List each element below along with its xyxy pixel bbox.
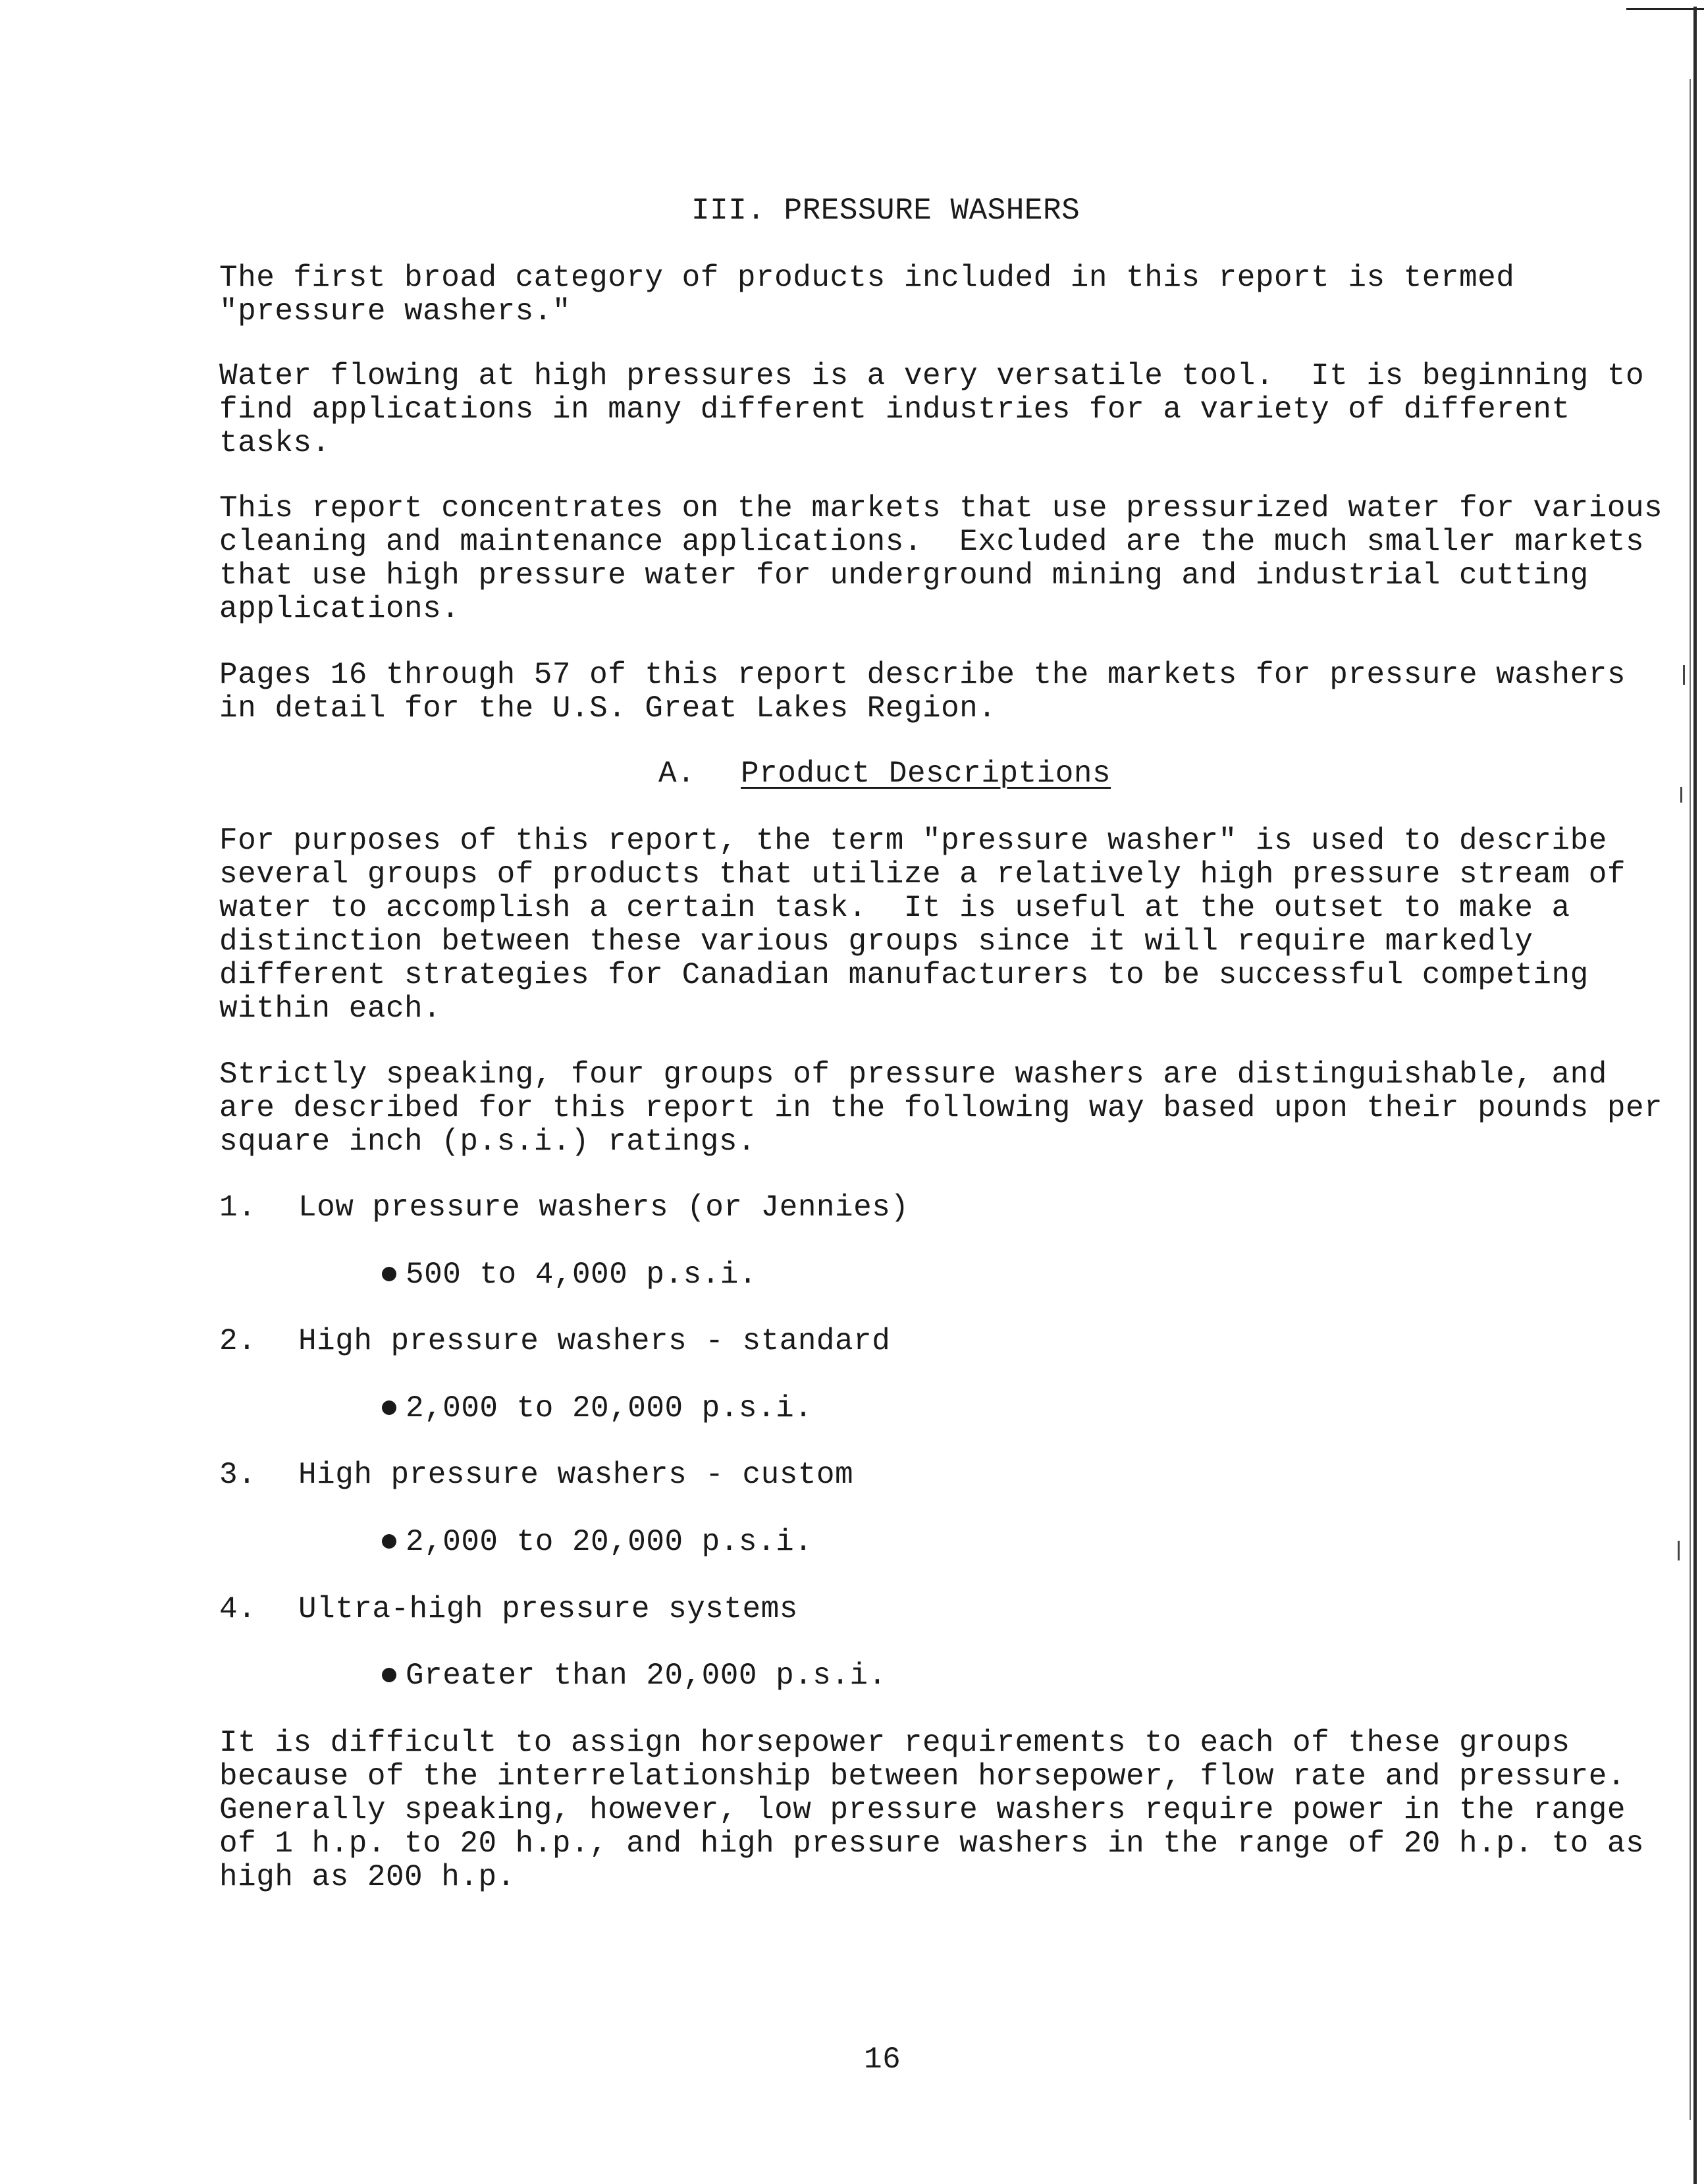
bullet-icon (382, 1534, 396, 1549)
bullet-icon (382, 1400, 396, 1415)
subsection-heading (658, 757, 1111, 791)
text-line: "pressure washers." (219, 294, 571, 329)
list-item (219, 1458, 853, 1492)
list-label: High pressure washers - standard (298, 1324, 891, 1358)
paragraph-purposes (219, 824, 1626, 1026)
paragraph-horsepower (219, 1726, 1644, 1894)
list-number: 2. (219, 1324, 257, 1358)
bullet-text: 2,000 to 20,000 p.s.i. (406, 1525, 813, 1559)
text-line: Strictly speaking, four groups of pressure washers are distinguishable, and (219, 1057, 1607, 1092)
bullet-item (382, 1659, 887, 1693)
scan-speck (1683, 665, 1685, 685)
text-line: square inch (p.s.i.) ratings. (219, 1125, 757, 1159)
page-number: 16 (864, 2042, 901, 2077)
scan-edge-right (1693, 7, 1697, 2184)
text-line: The first broad category of products included in this report is termed (219, 261, 1515, 295)
list-item (219, 1593, 798, 1626)
text-line: within each. (219, 992, 442, 1026)
section-heading: III. PRESSURE WASHERS (691, 194, 1080, 228)
text-line: applications. (219, 592, 460, 626)
list-number: 3. (219, 1458, 257, 1492)
text-line: This report concentrates on the markets that use pressurized water for various (219, 491, 1663, 525)
text-line: because of the interrelationship between horsepower, flow rate and pressure. (219, 1759, 1626, 1794)
list-label: High pressure washers - custom (298, 1458, 854, 1492)
list-item (219, 1325, 890, 1358)
list-label: Low pressure washers (or Jennies) (298, 1190, 909, 1225)
text-line: several groups of products that utilize a relatively high pressure stream of (219, 857, 1626, 892)
text-line: in detail for the U.S. Great Lakes Region. (219, 691, 997, 726)
subsection-title: Product Descriptions (741, 757, 1111, 791)
text-line: cleaning and maintenance applications. Excluded are the much smaller markets (219, 525, 1645, 559)
paragraph-water (219, 360, 1644, 460)
text-line: It is difficult to assign horsepower requirements to each of these groups (219, 1726, 1570, 1760)
text-line: water to accomplish a certain task. It is useful at the outset to make a (219, 891, 1570, 925)
text-line: are described for this report in the following way based upon their pounds per (219, 1091, 1663, 1125)
scan-edge-top (1626, 8, 1704, 10)
text-line: of 1 h.p. to 20 h.p., and high pressure washers in the range of 20 h.p. to as (219, 1826, 1645, 1861)
text-line: different strategies for Canadian manufacturers to be successful competing (219, 958, 1589, 992)
text-line: Pages 16 through 57 of this report describe the markets for pressure washers (219, 658, 1626, 692)
text-line: For purposes of this report, the term "pressure washer" is used to describe (219, 824, 1607, 858)
text-line: high as 200 h.p. (219, 1860, 516, 1894)
bullet-icon (382, 1267, 396, 1281)
bullet-icon (382, 1668, 396, 1682)
text-line: Generally speaking, however, low pressure washers require power in the range (219, 1793, 1626, 1827)
bullet-text: 2,000 to 20,000 p.s.i. (406, 1391, 813, 1425)
scan-edge-shadow (1690, 79, 1691, 2120)
subsection-label: A. (658, 757, 696, 791)
text-line: tasks. (219, 426, 331, 460)
bullet-item (382, 1392, 812, 1425)
bullet-item (382, 1258, 757, 1292)
paragraph-intro (219, 261, 1514, 329)
text-line: Water flowing at high pressures is a very versatile tool. It is beginning to (219, 359, 1645, 393)
paragraph-pages (219, 658, 1626, 726)
text-line: find applications in many different industries for a variety of different (219, 392, 1570, 427)
text-line: that use high pressure water for underground mining and industrial cutting (219, 558, 1589, 593)
paragraph-strictly (219, 1058, 1663, 1159)
list-number: 4. (219, 1592, 257, 1626)
bullet-item (382, 1526, 812, 1559)
list-label: Ultra-high pressure systems (298, 1592, 798, 1626)
list-item (219, 1191, 909, 1225)
bullet-text: 500 to 4,000 p.s.i. (406, 1258, 757, 1292)
paragraph-markets (219, 492, 1663, 626)
bullet-text: Greater than 20,000 p.s.i. (406, 1659, 887, 1693)
list-number: 1. (219, 1190, 257, 1225)
scan-speck (1680, 787, 1682, 803)
scan-speck (1678, 1541, 1680, 1560)
text-line: distinction between these various groups since it will require markedly (219, 924, 1533, 959)
